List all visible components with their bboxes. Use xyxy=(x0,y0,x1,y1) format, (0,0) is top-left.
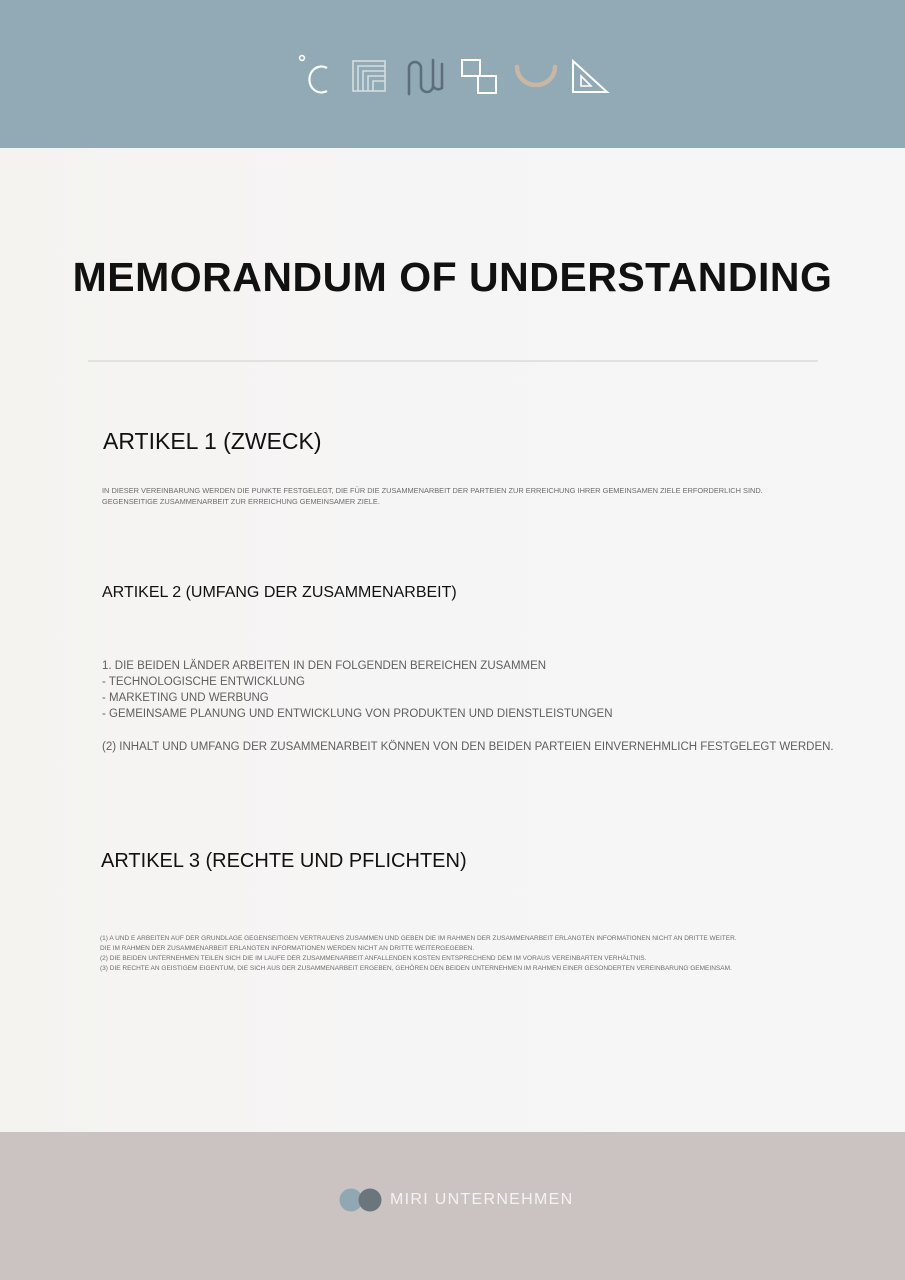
wave-glyph-icon xyxy=(406,54,444,98)
article-3-heading: ARTIKEL 3 (RECHTE UND PFLICHTEN) xyxy=(101,850,467,872)
article-1-heading: ARTIKEL 1 (ZWECK) xyxy=(103,428,322,454)
article-2-heading: ARTIKEL 2 (UMFANG DER ZUSAMMENARBEIT) xyxy=(102,584,457,601)
article-1-line: GEGENSEITIGE ZUSAMMENARBEIT ZUR ERREICHUNG GEMEINSAMER ZIELE. xyxy=(102,497,380,506)
article-2-line: 1. DIE BEIDEN LÄNDER ARBEITEN IN DEN FOLGENDEN BEREICHEN ZUSAMMEN xyxy=(102,660,547,672)
article-3-line: (2) DIE BEIDEN UNTERNEHMEN TEILEN SICH DIE IM LAUFE DER ZUSAMMENARBEIT ANFALLENDEN KOSTEN ENTSPRECHEND DEM IM VORAUS VEREINBARTEN VERHÄLTNIS. xyxy=(100,955,647,962)
article-1-line: IN DIESER VEREINBARUNG WERDEN DIE PUNKTE FESTGELEGT, DIE FÜR DIE ZUSAMMENARBEIT DER PARTEIEN ZUR ERREICHUNG IHRER GEMEINSAMEN ZIELE ERFORDERLICH SIND. xyxy=(102,486,763,495)
article-3-line: DIE IM RAHMEN DER ZUSAMMENARBEIT ERLANGTEN INFORMATIONEN WERDEN NICHT AN DRITTE WEITERGEGEBEN. xyxy=(100,945,475,952)
article-3-line: (3) DIE RECHTE AN GEISTIGEM EIGENTUM, DIE SICH AUS DER ZUSAMMENARBEIT ERGEBEN, GEHÖREN DEN BEIDEN UNTERNEHMEN IM RAHMEN EINER GESONDERTEN VEREINBARUNG GEMEINSAM. xyxy=(100,965,732,972)
article-2-paragraph-2 xyxy=(102,739,834,755)
nested-squares-icon xyxy=(352,54,388,98)
offset-squares-icon xyxy=(460,54,500,98)
brand-name: MIRI UNTERNEHMEN xyxy=(390,1191,574,1208)
page-title: MEMORANDUM OF UNDERSTANDING xyxy=(72,254,833,300)
article-3-line: (1) A UND E ARBEITEN AUF DER GRUNDLAGE GEGENSEITIGEN VERTRAUENS ZUSAMMEN UND GEBEN DIE IM RAHMEN DER ZUSAMMENARBEIT ERLANGTEN INFORMATIONEN NICHT AN DRITTE WEITER. xyxy=(100,935,737,942)
title-divider xyxy=(88,360,818,362)
article-1-body xyxy=(102,485,763,507)
triangle-ruler-icon xyxy=(570,54,610,98)
article-3-body xyxy=(100,934,737,974)
article-2-line: (2) INHALT UND UMFANG DER ZUSAMMENARBEIT KÖNNEN VON DEN BEIDEN PARTEIEN EINVERNEHMLICH FESTGELEGT WERDEN. xyxy=(102,741,834,753)
arc-glyph-icon xyxy=(514,54,558,98)
article-2-line: - TECHNOLOGISCHE ENTWICKLUNG xyxy=(102,676,305,688)
article-2-line: - GEMEINSAME PLANUNG UND ENTWICKLUNG VON PRODUKTEN UND DIENSTLEISTUNGEN xyxy=(102,708,613,720)
header-banner xyxy=(0,0,905,148)
article-2-body xyxy=(102,658,613,722)
circle-c-glyph-icon xyxy=(298,54,332,98)
brand-dots-icon xyxy=(339,1187,383,1213)
logo-icon-row xyxy=(298,54,610,98)
article-2-line: - MARKETING UND WERBUNG xyxy=(102,692,269,704)
